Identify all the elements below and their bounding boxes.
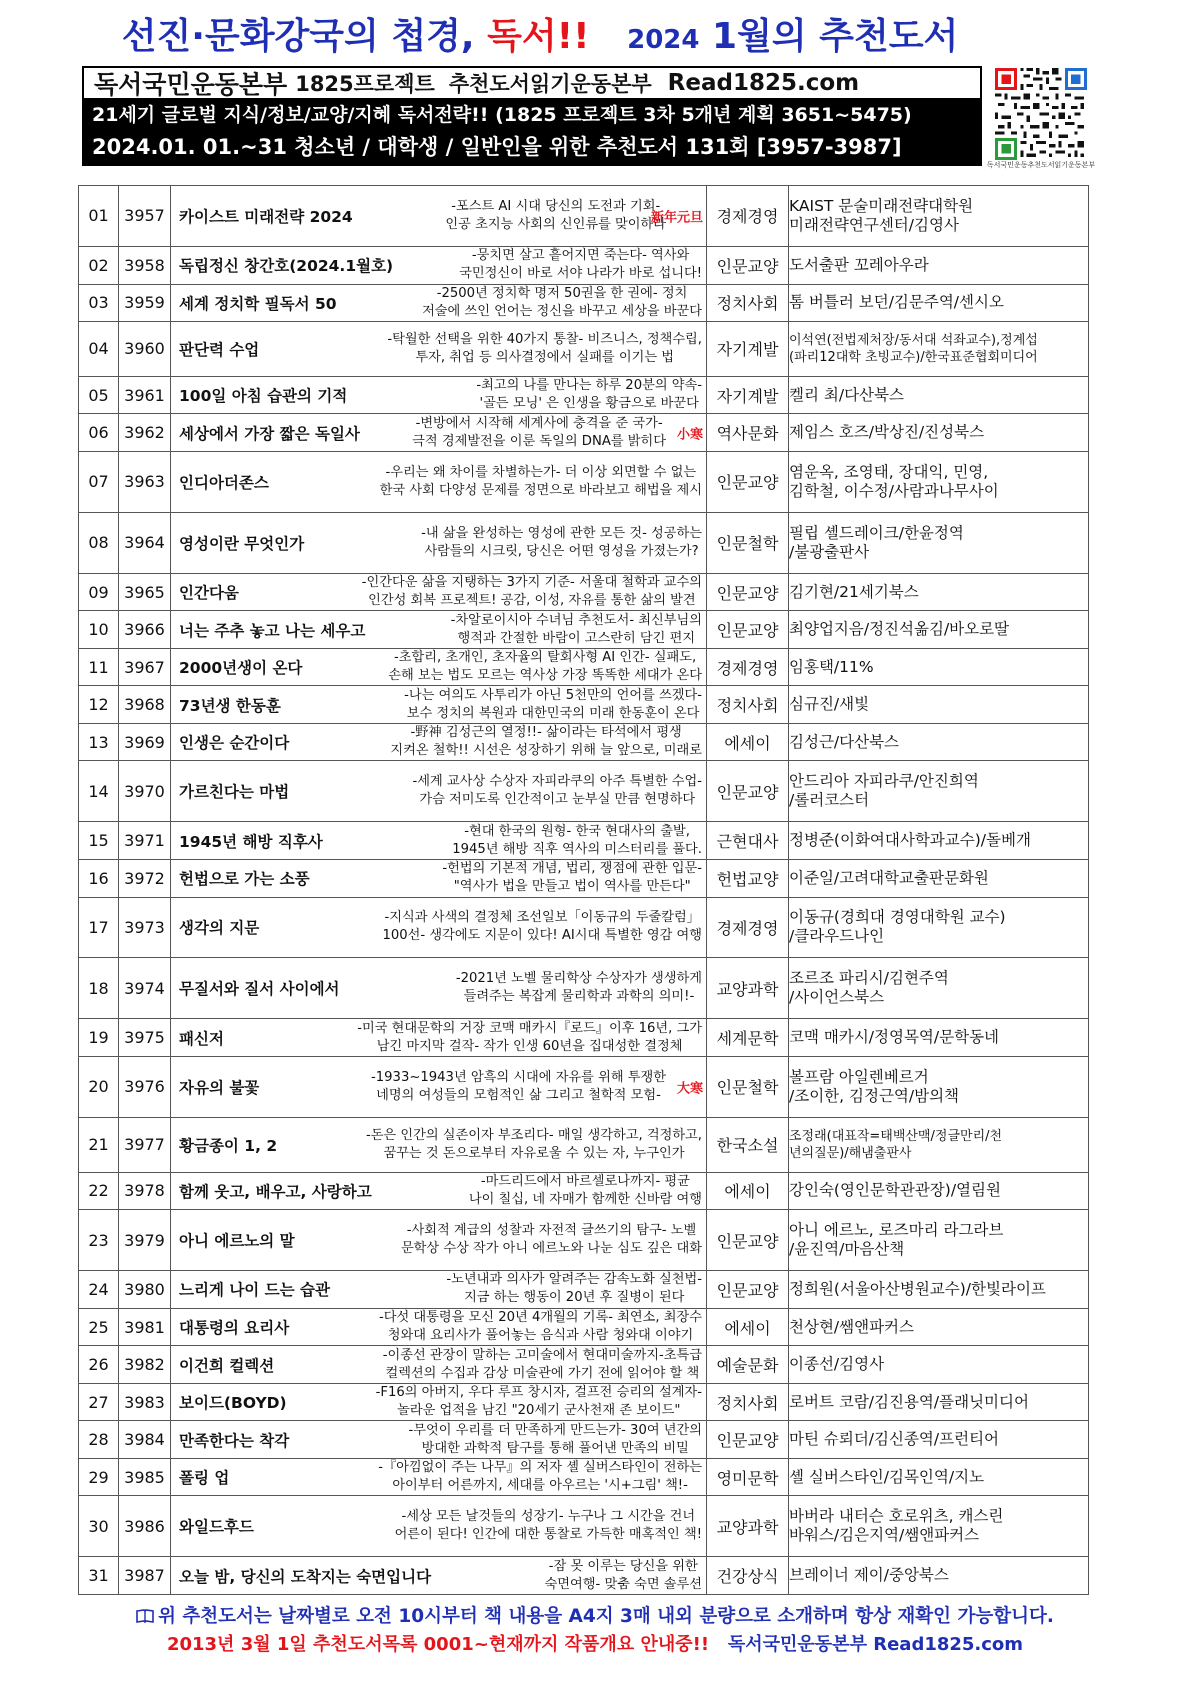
title-year: 2024 [627, 25, 700, 55]
book-author-publisher: 브레이너 제이/중앙북스 [789, 1557, 1089, 1595]
book-info-cell [171, 686, 707, 724]
book-code: 3980 [119, 1271, 171, 1309]
book-category: 인문교양 [707, 573, 789, 611]
book-author-publisher: 제임스 호즈/박상진/진성북스 [789, 414, 1089, 452]
book-title[interactable]: 영성이란 무엇인가 [179, 534, 305, 553]
book-author-publisher: 바버라 내터슨 호로위츠, 캐스린 바워스/김은지역/쌤앤파커스 [789, 1496, 1089, 1557]
book-author-publisher: 이종선/김영사 [789, 1346, 1089, 1384]
book-title[interactable]: 무질서와 질서 사이에서 [179, 980, 340, 999]
book-info-cell [171, 1210, 707, 1271]
book-row [79, 897, 1089, 958]
book-description: -무엇이 우리를 더 만족하게 만드는가- 30여 년간의 방대한 과학적 탐구를 통해 풀어낸 만족의 비밀 [408, 1422, 702, 1456]
book-code: 3967 [119, 648, 171, 686]
book-author-publisher: 심규진/새빛 [789, 686, 1089, 724]
book-category: 에세이 [707, 1172, 789, 1210]
book-code: 3962 [119, 414, 171, 452]
book-title[interactable]: 100일 아침 습관의 기적 [179, 387, 348, 406]
book-code: 3975 [119, 1019, 171, 1057]
book-description: -차알로이시아 수녀님 추천도서- 최신부님의 행적과 간절한 바람이 고스란히 담긴 편지 [450, 612, 702, 646]
book-author-publisher: 도서출판 꼬레아우라 [789, 246, 1089, 284]
book-row [79, 284, 1089, 322]
book-title[interactable]: 헌법으로 가는 소풍 [179, 870, 310, 889]
season-mark: 小寒 [676, 427, 703, 443]
footer-note: 위 추천도서는 날짜별로 오전 10시부터 책 내용을 A4지 3매 내외 분량으로 소개하며 항상 재확인 가능합니다. [0, 1602, 1190, 1628]
book-code: 3970 [119, 761, 171, 822]
book-row [79, 1346, 1089, 1384]
book-code: 3965 [119, 573, 171, 611]
book-category: 영미문학 [707, 1458, 789, 1496]
book-category: 건강상식 [707, 1557, 789, 1595]
book-description: -변방에서 시작해 세계사에 충격을 준 국가- 극적 경제발전을 이룬 독일의 DNA를 밝히다 [412, 415, 666, 449]
book-row [79, 648, 1089, 686]
book-description: -F16의 아버지, 우다 루프 창시자, 걸프전 승리의 설계자- 놀라운 업적을 남긴 "20세기 군사천재 존 보이드" [375, 1385, 702, 1419]
book-title[interactable]: 카이스트 미래전략 2024 [179, 207, 353, 226]
book-category: 정치사회 [707, 284, 789, 322]
book-category: 경제경영 [707, 648, 789, 686]
book-info-cell [171, 611, 707, 649]
book-code: 3979 [119, 1210, 171, 1271]
book-author-publisher: KAIST 문술미래전략대학원 미래전략연구센터/김영사 [789, 186, 1089, 247]
book-code: 3974 [119, 958, 171, 1019]
book-info-cell [171, 376, 707, 414]
book-code: 3973 [119, 897, 171, 958]
book-number: 18 [79, 958, 119, 1019]
book-code: 3983 [119, 1383, 171, 1421]
book-icon [136, 1609, 154, 1623]
book-number: 20 [79, 1057, 119, 1118]
book-title[interactable]: 생각의 지문 [179, 919, 260, 938]
book-row [79, 1172, 1089, 1210]
book-title[interactable]: 너는 주추 놓고 나는 세우고 [179, 621, 366, 640]
book-title[interactable]: 판단력 수업 [179, 340, 260, 359]
book-row [79, 573, 1089, 611]
book-description: -2021년 노벨 물리학상 수상자가 생생하게 들려주는 복잡계 물리학과 과학의 의미!- [455, 971, 702, 1005]
book-description: -현대 한국의 원형- 한국 현대사의 출발, 1945년 해방 직후 역사의 미스터리를 풀다. [452, 823, 702, 857]
book-title[interactable]: 황금종이 1, 2 [179, 1136, 278, 1155]
book-info-cell [171, 1496, 707, 1557]
book-title[interactable]: 세계 정치학 필독서 50 [179, 294, 337, 313]
book-code: 3971 [119, 822, 171, 860]
book-author-publisher: 볼프람 아일렌베르거 /조이한, 김정근역/밤의책 [789, 1057, 1089, 1118]
book-category: 인문철학 [707, 1057, 789, 1118]
book-title[interactable]: 와일드후드 [179, 1518, 254, 1537]
book-code: 3972 [119, 859, 171, 897]
book-category: 인문철학 [707, 512, 789, 573]
book-number: 02 [79, 246, 119, 284]
book-description: -헌법의 기본적 개념, 법리, 쟁점에 관한 입문- "역사가 법을 만들고 법이 역사를 만든다" [442, 861, 702, 895]
book-author-publisher: 강인숙(영인문학관관장)/열림원 [789, 1172, 1089, 1210]
strategy-line: 21세기 글로벌 지식/정보/교양/지혜 독서전략!! (1825 프로젝트 3차 5개년 계획 3651~5475) [92, 104, 912, 126]
book-title[interactable]: 인간다움 [179, 584, 239, 603]
book-category: 인문교양 [707, 761, 789, 822]
book-code: 3961 [119, 376, 171, 414]
book-code: 3977 [119, 1117, 171, 1172]
book-row [79, 1210, 1089, 1271]
book-title[interactable]: 오늘 밤, 당신의 도착지는 숙면입니다 [179, 1567, 432, 1586]
book-description: -마드리드에서 바르셀로나까지- 평균 나이 칠십, 네 자매가 함께한 신바람 여행 [468, 1173, 702, 1207]
book-author-publisher: 정병준(이화여대사학과교수)/돌베개 [789, 822, 1089, 860]
book-author-publisher: 천상현/쌤앤파커스 [789, 1308, 1089, 1346]
book-row [79, 1421, 1089, 1459]
org-name: 독서국민운동본부 [94, 70, 288, 99]
book-number: 24 [79, 1271, 119, 1309]
book-description: -이종선 관장이 말하는 고미술에서 현대미술까지-초특급 컬렉션의 수집과 감상 미술관에 가기 전에 읽어야 할 책 [382, 1347, 702, 1381]
book-description: -다섯 대통령을 모신 20년 4개월의 기록- 최연소, 최장수 청와대 요리사가 풀어놓는 음식과 사람 청와대 이야기 [378, 1310, 702, 1344]
book-number: 25 [79, 1308, 119, 1346]
book-info-cell [171, 1172, 707, 1210]
book-author-publisher: 임홍택/11% [789, 648, 1089, 686]
book-author-publisher: 조정래(대표작=태백산맥/정글만리/천 년의질문)/해냄출판사 [789, 1117, 1089, 1172]
book-number: 14 [79, 761, 119, 822]
book-info-cell [171, 1117, 707, 1172]
book-category: 교양과학 [707, 958, 789, 1019]
book-row [79, 1271, 1089, 1309]
book-description: -잠 못 이루는 당신을 위한 숙면여행- 맞춤 숙면 솔루션 [544, 1558, 702, 1592]
book-title[interactable]: 이건희 컬렉션 [179, 1356, 275, 1375]
book-author-publisher: 아니 에르노, 로즈마리 라그라브 /윤진역/마음산책 [789, 1210, 1089, 1271]
book-category: 인문교양 [707, 451, 789, 512]
book-description: -뭉치면 살고 흩어지면 죽는다- 역사와 국민정신이 바로 서야 나라가 바로 섭니다! [459, 248, 702, 282]
book-row [79, 1496, 1089, 1557]
book-code: 3981 [119, 1308, 171, 1346]
book-number: 08 [79, 512, 119, 573]
book-category: 자기계발 [707, 376, 789, 414]
book-author-publisher: 최양업지음/정진석옮김/바오로딸 [789, 611, 1089, 649]
book-title[interactable]: 1945년 해방 직후사 [179, 832, 323, 851]
book-category: 세계문학 [707, 1019, 789, 1057]
book-row [79, 822, 1089, 860]
book-info-cell [171, 648, 707, 686]
book-code: 3969 [119, 723, 171, 761]
page-title: 선진·문화강국의 첩경, 독서!! 2024 1월의 추천도서 [121, 16, 959, 57]
book-category: 자기계발 [707, 322, 789, 377]
book-category: 에세이 [707, 1308, 789, 1346]
book-row [79, 611, 1089, 649]
book-code: 3960 [119, 322, 171, 377]
book-category: 인문교양 [707, 611, 789, 649]
book-description: -내 삶을 완성하는 영성에 관한 모든 것- 성공하는 사람들의 시크릿, 당신은 어떤 영성을 가졌는가? [421, 525, 702, 559]
book-category: 에세이 [707, 723, 789, 761]
book-info-cell [171, 573, 707, 611]
book-category: 정치사회 [707, 686, 789, 724]
book-number: 05 [79, 376, 119, 414]
book-number: 03 [79, 284, 119, 322]
book-info-cell [171, 512, 707, 573]
book-title[interactable]: 세상에서 가장 짧은 독일사 [179, 424, 360, 443]
book-code: 3986 [119, 1496, 171, 1557]
book-info-cell [171, 958, 707, 1019]
book-row [79, 376, 1089, 414]
book-description: -인간다운 삶을 지탱하는 3가지 기준- 서울대 철학과 교수의 인간성 회복 프로젝트! 공감, 이성, 자유를 통한 삶의 발견 [361, 575, 702, 609]
book-code: 3984 [119, 1421, 171, 1459]
project-name: 1825프로젝트 [295, 72, 435, 96]
book-author-publisher: 염운옥, 조영태, 장대익, 민영, 김학철, 이수정/사람과나무사이 [789, 451, 1089, 512]
book-number: 27 [79, 1383, 119, 1421]
book-author-publisher: 김성근/다산북스 [789, 723, 1089, 761]
footer-archive-notice: 2013년 3월 1일 추천도서목록 0001~현재까지 작품개요 안내중!! 독서국민운동본부 Read1825.com [166, 1634, 1024, 1655]
book-code: 3957 [119, 186, 171, 247]
book-row [79, 246, 1089, 284]
book-row [79, 1458, 1089, 1496]
book-description: -1933~1943년 암흑의 시대에 자유를 위해 투쟁한 네명의 여성들의 모험적인 삶 그리고 철학적 모험- [371, 1069, 666, 1103]
book-code: 3959 [119, 284, 171, 322]
book-code: 3978 [119, 1172, 171, 1210]
book-number: 10 [79, 611, 119, 649]
book-title[interactable]: 함께 웃고, 배우고, 사랑하고 [179, 1182, 372, 1201]
book-category: 경제경영 [707, 897, 789, 958]
book-row [79, 686, 1089, 724]
book-number: 23 [79, 1210, 119, 1271]
book-info-cell [171, 1557, 707, 1595]
book-author-publisher: 톰 버틀러 보던/김문주역/센시오 [789, 284, 1089, 322]
book-row [79, 186, 1089, 247]
book-number: 22 [79, 1172, 119, 1210]
book-category: 헌법교양 [707, 859, 789, 897]
book-category: 인문교양 [707, 1421, 789, 1459]
book-title[interactable]: 폴링 업 [179, 1469, 230, 1488]
book-number: 29 [79, 1458, 119, 1496]
book-code: 3987 [119, 1557, 171, 1595]
book-description: -세계 교사상 수상자 자피라쿠의 아주 특별한 수업- 가슴 저미도록 인간적이고 눈부실 만큼 현명하다 [412, 774, 702, 808]
book-number: 13 [79, 723, 119, 761]
book-title[interactable]: 독립정신 창간호(2024.1월호) [179, 257, 394, 276]
book-number: 17 [79, 897, 119, 958]
book-description: -탁월한 선택을 위한 40가지 통찰- 비즈니스, 정책수립, 투자, 취업 등 의사결정에서 실패를 이기는 법 [387, 331, 702, 365]
book-code: 3963 [119, 451, 171, 512]
book-row [79, 1557, 1089, 1595]
book-number: 21 [79, 1117, 119, 1172]
book-number: 26 [79, 1346, 119, 1384]
book-info-cell [171, 1019, 707, 1057]
book-author-publisher: 조르조 파리시/김현주역 /사이언스북스 [789, 958, 1089, 1019]
book-row [79, 451, 1089, 512]
header-info-bar [82, 100, 982, 166]
book-title[interactable]: 2000년생이 온다 [179, 659, 303, 678]
book-category: 교양과학 [707, 1496, 789, 1557]
book-number: 19 [79, 1019, 119, 1057]
book-category: 정치사회 [707, 1383, 789, 1421]
book-row [79, 1057, 1089, 1118]
title-main: 1월의 추천도서 [712, 16, 959, 57]
book-description: -미국 현대문학의 거장 코맥 매카시『로드』이후 16년, 그가 남긴 마지막 걸작- 작가 인생 60년을 집대성한 결정체 [357, 1020, 702, 1054]
book-category: 근현대사 [707, 822, 789, 860]
book-category: 인문교양 [707, 1210, 789, 1271]
book-title[interactable]: 자유의 불꽃 [179, 1078, 260, 1097]
book-author-publisher: 정희원(서울아산병원교수)/한빛라이프 [789, 1271, 1089, 1309]
book-number: 11 [79, 648, 119, 686]
book-info-cell [171, 723, 707, 761]
book-info-cell [171, 1057, 707, 1118]
book-info-cell [171, 246, 707, 284]
period-line: 2024.01. 01.~31 청소년 / 대학생 / 일반인을 위한 추천도서 131회 [3957-3987] [92, 135, 902, 159]
book-info-cell [171, 897, 707, 958]
book-info-cell [171, 451, 707, 512]
book-title[interactable]: 인생은 순간이다 [179, 734, 290, 753]
book-info-cell [171, 1271, 707, 1309]
book-code: 3985 [119, 1458, 171, 1496]
book-author-publisher: 안드리아 자피라쿠/안진희역 /롤러코스터 [789, 761, 1089, 822]
book-category: 경제경영 [707, 186, 789, 247]
book-info-cell [171, 414, 707, 452]
book-row [79, 958, 1089, 1019]
movement-name: 추천도서읽기운동본부 [448, 72, 652, 96]
book-info-cell [171, 186, 707, 247]
book-title[interactable]: 느리게 나이 드는 습관 [179, 1281, 330, 1300]
book-code: 3976 [119, 1057, 171, 1118]
book-row [79, 322, 1089, 377]
book-number: 01 [79, 186, 119, 247]
book-info-cell [171, 822, 707, 860]
book-list-table [78, 185, 1089, 1595]
book-title[interactable]: 패신저 [179, 1029, 224, 1048]
book-number: 28 [79, 1421, 119, 1459]
season-mark: 新年元旦 [650, 210, 703, 226]
book-category: 인문교양 [707, 1271, 789, 1309]
season-mark: 大寒 [676, 1081, 703, 1097]
book-author-publisher: 셸 실버스타인/김목인역/지노 [789, 1458, 1089, 1496]
book-title[interactable]: 가르친다는 마법 [179, 783, 290, 802]
book-code: 3964 [119, 512, 171, 573]
book-row [79, 723, 1089, 761]
book-number: 06 [79, 414, 119, 452]
book-number: 15 [79, 822, 119, 860]
qr-code-icon[interactable] [990, 68, 1092, 160]
book-category: 예술문화 [707, 1346, 789, 1384]
book-code: 3968 [119, 686, 171, 724]
book-title[interactable]: 아니 에르노의 말 [179, 1232, 295, 1251]
book-description: -나는 여의도 사투리가 아닌 5천만의 언어를 쓰겠다- 보수 정치의 복원과 대한민국의 미래 한동훈이 온다 [404, 687, 702, 721]
book-info-cell [171, 1458, 707, 1496]
book-number: 31 [79, 1557, 119, 1595]
book-code: 3982 [119, 1346, 171, 1384]
book-number: 16 [79, 859, 119, 897]
book-author-publisher: 켈리 최/다산북스 [789, 376, 1089, 414]
title-highlight: 독서!! [487, 16, 590, 57]
book-author-publisher: 이석연(전법제처장/동서대 석좌교수),정계섭 (파리12대학 초빙교수)/한국표준협회미디어 [789, 322, 1089, 377]
book-description: -野神 김성근의 열정!!- 삶이라는 타석에서 평생 지켜온 철학!! 시선은 성장하기 위해 늘 앞으로, 미래로 [390, 725, 702, 759]
book-author-publisher: 이준일/고려대학교출판문화원 [789, 859, 1089, 897]
book-description: -세상 모든 날것들의 성장기- 누구나 그 시간을 건너 어른이 된다! 인간에 대한 통찰로 가득한 매혹적인 책! [394, 1509, 702, 1543]
book-code: 3966 [119, 611, 171, 649]
book-description: -초합리, 초개인, 초자율의 탈회사형 AI 인간- 실패도, 손해 보는 법도 모르는 역사상 가장 똑똑한 세대가 온다 [388, 650, 702, 684]
book-code: 3958 [119, 246, 171, 284]
book-category: 한국소설 [707, 1117, 789, 1172]
book-description: -지식과 사색의 결정체 조선일보「이동규의 두줄칼럼」 100선- 생각에도 지문이 있다! AI시대 특별한 영감 여행 [382, 910, 702, 944]
book-title[interactable]: 대통령의 요리사 [179, 1319, 290, 1338]
book-description: -최고의 나를 만나는 하루 20분의 약속- '골든 모닝' 은 인생을 황금으로 바꾼다 [476, 378, 702, 412]
header-org-bar [82, 66, 982, 100]
book-info-cell [171, 761, 707, 822]
qr-caption: 독서국민운동추천도서읽기운동본부 [986, 161, 1096, 169]
book-author-publisher: 김기현/21세기북스 [789, 573, 1089, 611]
book-info-cell [171, 859, 707, 897]
book-description: -2500년 정치학 명저 50권을 한 권에- 정치 저술에 쓰인 언어는 정신을 바꾸고 세상을 바꾼다 [422, 285, 702, 319]
book-description: -돈은 인간의 실존이자 부조리다- 매일 생각하고, 걱정하고, 꿈꾸는 것 돈으로부터 자유로울 수 있는 자, 누구인가 [365, 1127, 702, 1161]
book-title[interactable]: 73년생 한동훈 [179, 696, 281, 715]
book-info-cell [171, 322, 707, 377]
book-number: 30 [79, 1496, 119, 1557]
book-number: 07 [79, 451, 119, 512]
site-link[interactable]: Read1825.com [667, 70, 860, 96]
book-info-cell [171, 284, 707, 322]
book-info-cell [171, 1421, 707, 1459]
book-row [79, 1019, 1089, 1057]
book-category: 역사문화 [707, 414, 789, 452]
book-info-cell [171, 1383, 707, 1421]
book-description: -포스트 AI 시대 당신의 도전과 기회- 인공 초지능 사회의 신인류를 맞이하라 [445, 198, 666, 232]
book-description: -노년내과 의사가 알려주는 감속노화 실천법- 지금 하는 행동이 20년 후 질병이 된다 [446, 1272, 702, 1306]
book-title[interactable]: 만족한다는 착각 [179, 1431, 290, 1450]
book-number: 04 [79, 322, 119, 377]
book-author-publisher: 코맥 매카시/정영목역/문학동네 [789, 1019, 1089, 1057]
book-description: -『아낌없이 주는 나무』의 저자 셸 실버스타인이 전하는 아이부터 어른까지, 세대를 아우르는 '시+그림' 책!- [378, 1460, 702, 1494]
book-row [79, 1117, 1089, 1172]
footer-site-link[interactable]: 독서국민운동본부 Read1825.com [727, 1634, 1024, 1655]
book-row [79, 512, 1089, 573]
book-author-publisher: 필립 셸드레이크/한윤정역 /불광출판사 [789, 512, 1089, 573]
book-description: -사회적 계급의 성찰과 자전적 글쓰기의 탐구- 노벨 문학상 수상 작가 아니 에르노와 나눈 심도 깊은 대화 [400, 1223, 702, 1257]
book-author-publisher: 로버트 코람/김진용역/플래닛미디어 [789, 1383, 1089, 1421]
book-description: -우리는 왜 차이를 차별하는가- 더 이상 외면할 수 없는 한국 사회 다양성 문제를 정면으로 바라보고 해법을 제시 [379, 464, 702, 498]
book-title[interactable]: 보이드(BOYD) [179, 1394, 287, 1413]
book-row [79, 414, 1089, 452]
book-number: 09 [79, 573, 119, 611]
book-category: 인문교양 [707, 246, 789, 284]
book-row [79, 1383, 1089, 1421]
book-info-cell [171, 1308, 707, 1346]
book-info-cell [171, 1346, 707, 1384]
book-row [79, 761, 1089, 822]
book-row [79, 859, 1089, 897]
book-number: 12 [79, 686, 119, 724]
book-author-publisher: 마틴 슈뢰더/김신종역/프런티어 [789, 1421, 1089, 1459]
book-row [79, 1308, 1089, 1346]
book-author-publisher: 이동규(경희대 경영대학원 교수) /클라우드나인 [789, 897, 1089, 958]
book-title[interactable]: 인디아더존스 [179, 473, 269, 492]
